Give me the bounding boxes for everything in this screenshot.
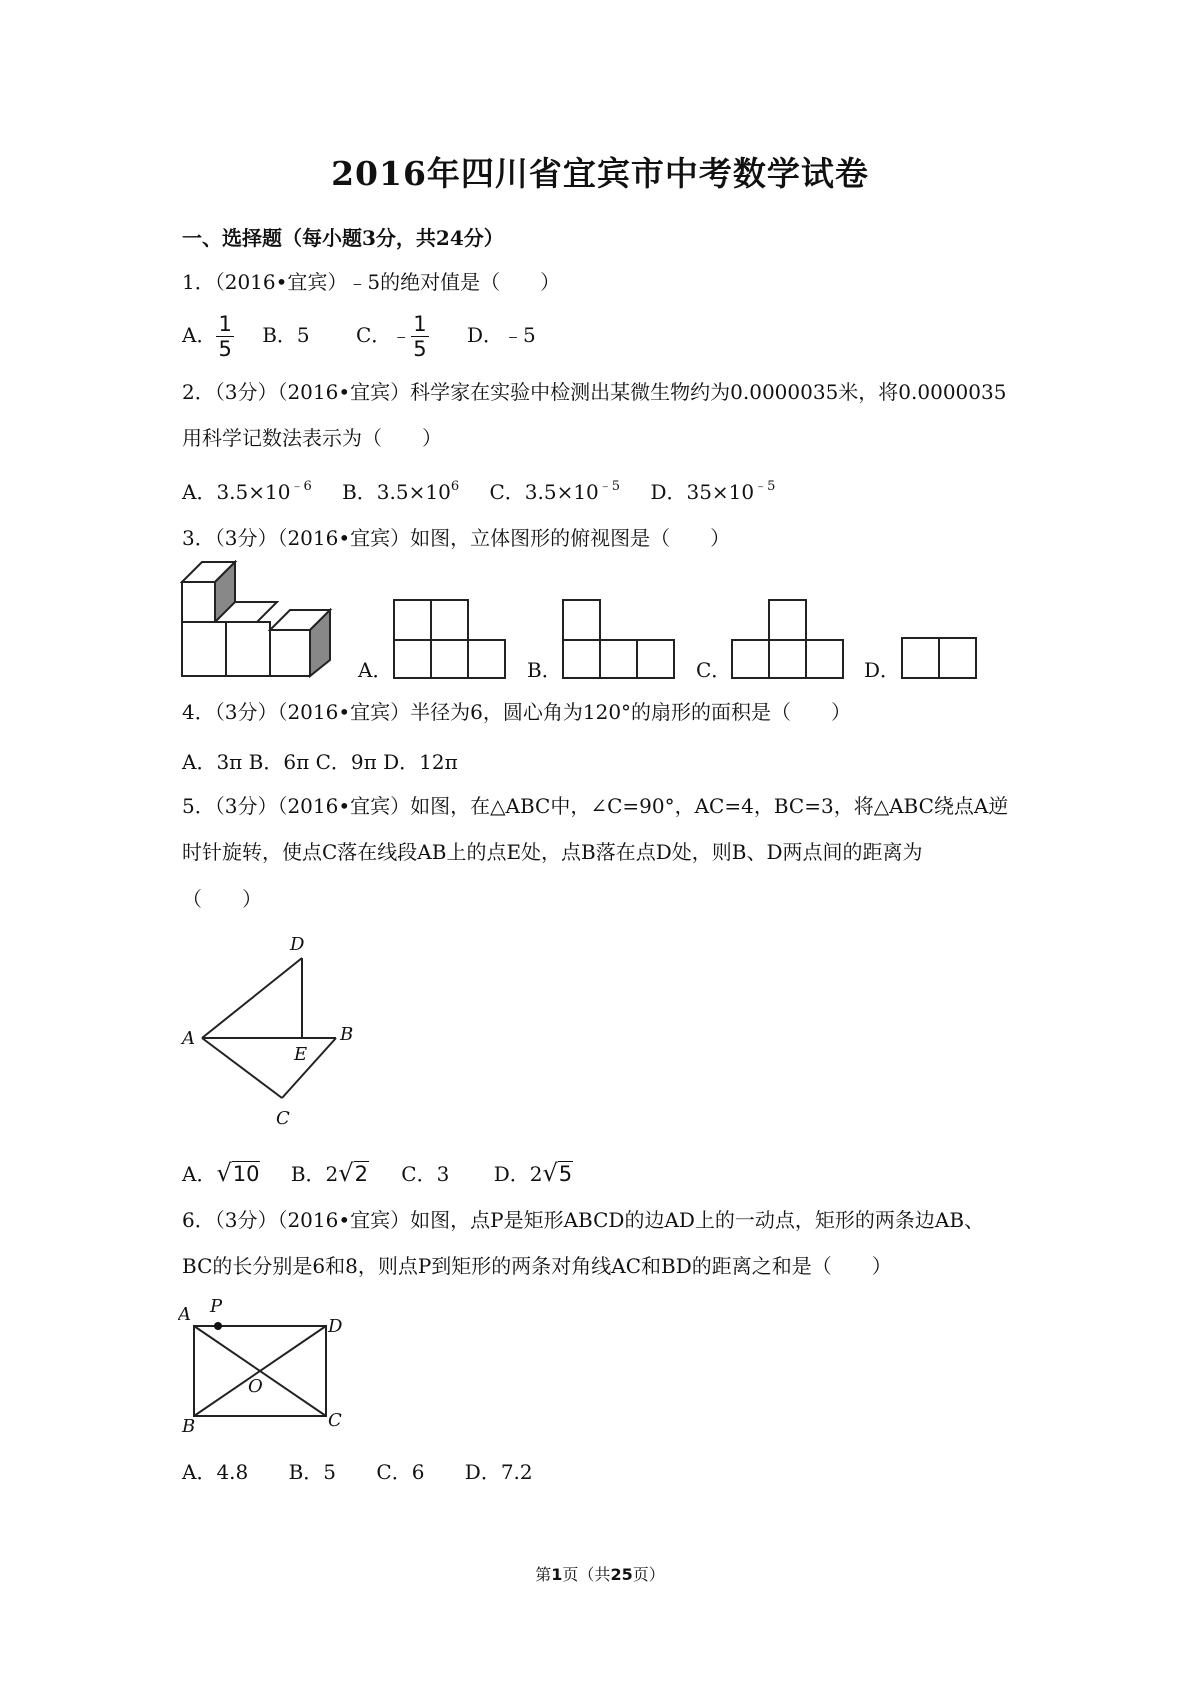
footer-page-number: 1	[551, 1565, 563, 1584]
q6-option-a: A．4.8	[182, 1460, 249, 1484]
section-heading: 一、选择题（每小题3分，共24分）	[182, 226, 504, 250]
label-A: A	[182, 1028, 195, 1049]
q2-option-b: B．3.5×10	[342, 480, 451, 504]
cube-front-top	[182, 582, 215, 622]
q6-option-d: D．7.2	[464, 1460, 533, 1484]
page-title: 2016年四川省宜宾市中考数学试卷	[331, 154, 869, 193]
page-footer	[0, 1562, 1200, 1585]
question-5-line1: 5．（3分）（2016•宜宾）如图，在△ABC中，∠C=90°，AC=4，BC=3，将△ABC绕点A逆	[182, 794, 1009, 818]
segment-AC	[202, 1038, 282, 1098]
label-D: D	[290, 934, 305, 955]
q1-option-a-label: A．	[182, 323, 217, 347]
grid-cell	[600, 640, 637, 678]
question-6-line1: 6．（3分）（2016•宜宾）如图，点P是矩形ABCD的边AD上的一动点，矩形的两条边AB、	[182, 1208, 985, 1232]
footer-prefix: 第	[535, 1565, 552, 1584]
grid-cell	[769, 640, 806, 678]
q5-option-c: C．3	[401, 1162, 450, 1186]
q1-c-numerator: 1	[413, 312, 427, 336]
grid-cell	[939, 638, 976, 678]
q3-option-b-figure	[561, 598, 677, 682]
q5-option-d-radicand: 5	[558, 1162, 573, 1186]
q5-option-a-sqrt: √10	[216, 1159, 260, 1187]
q6-option-c: C．6	[376, 1460, 425, 1484]
q2-option-d: D．35×10	[650, 480, 755, 504]
label-D: D	[328, 1316, 343, 1337]
grid-cell	[468, 640, 505, 678]
q5-option-d-label: D．2	[493, 1162, 543, 1186]
segment-AD	[202, 958, 302, 1038]
grid-cell	[637, 640, 674, 678]
label-A: A	[178, 1304, 191, 1325]
q1-c-denominator: 5	[413, 337, 427, 361]
grid-cell	[563, 640, 600, 678]
grid-cell	[806, 640, 843, 678]
question-2-options	[182, 475, 775, 505]
q1-option-c-fraction	[411, 312, 428, 361]
cube-front-3	[270, 630, 310, 676]
grid-cell	[431, 600, 468, 640]
grid-cell	[769, 600, 806, 640]
question-4-options: A．3π B．6π C．9π D．12π	[182, 750, 458, 774]
footer-total-pages: 25	[610, 1565, 633, 1584]
question-5-options	[182, 1158, 573, 1187]
q2-option-b-exponent: 6	[450, 479, 460, 494]
grid-cell	[902, 638, 939, 678]
label-C: C	[276, 1108, 290, 1129]
label-E: E	[294, 1044, 308, 1065]
q5-option-a-radicand: 10	[232, 1162, 260, 1186]
grid-cell	[394, 640, 431, 678]
label-C: C	[328, 1410, 342, 1431]
footer-middle: 页（共	[562, 1565, 611, 1584]
question-5-line3: （ ）	[182, 887, 262, 911]
question-2-line2: 用科学记数法表示为（ ）	[182, 426, 442, 450]
cube-front-1	[182, 622, 226, 676]
q2-option-a: A．3.5×10	[182, 480, 291, 504]
question-2-line1: 2．（3分）（2016•宜宾）科学家在实验中检测出某微生物约为0.0000035米，将0.0000035	[182, 380, 1007, 404]
grid-cell	[431, 640, 468, 678]
question-4-stem: 4．（3分）（2016•宜宾）半径为6，圆心角为120°的扇形的面积是（ ）	[182, 700, 852, 724]
segment-CB	[282, 1038, 336, 1098]
q3-solid-figure	[180, 560, 350, 680]
q3-option-d-label: D．	[864, 658, 901, 682]
q5-option-b-label: B．2	[290, 1162, 339, 1186]
q5-option-b-radicand: 2	[354, 1162, 368, 1186]
q1-a-numerator: 1	[218, 312, 232, 336]
q2-option-c-exponent: ﹣5	[598, 479, 621, 494]
q2-option-d-exponent: ﹣5	[754, 479, 776, 494]
label-B: B	[340, 1024, 354, 1045]
q5-triangle-figure	[178, 926, 358, 1136]
q1-option-d: D．﹣5	[467, 323, 536, 347]
footer-suffix: 页）	[632, 1565, 665, 1584]
q1-option-b: B．5	[262, 323, 310, 347]
q3-option-c-figure	[730, 598, 846, 682]
q3-option-a-figure	[392, 598, 508, 682]
question-1-options	[182, 312, 536, 361]
grid-cell	[394, 600, 431, 640]
q5-option-b-sqrt: √2	[338, 1159, 368, 1187]
q1-option-c-label: C．﹣	[355, 323, 412, 347]
q3-option-a-label: A．	[358, 658, 393, 682]
point-P	[214, 1322, 222, 1330]
q3-option-b-label: B．	[527, 658, 562, 682]
question-6-line2: BC的长分别是6和8，则点P到矩形的两条对角线AC和BD的距离之和是（ ）	[182, 1254, 892, 1278]
question-5-line2: 时针旋转，使点C落在线段AB上的点E处，点B落在点D处，则B、D两点间的距离为	[182, 840, 923, 864]
q3-option-d-figure	[900, 636, 980, 682]
grid-cell	[563, 600, 600, 640]
q2-option-a-exponent: ﹣6	[290, 479, 312, 494]
label-O: O	[248, 1376, 263, 1397]
q5-option-d-sqrt: √5	[542, 1159, 573, 1187]
label-B: B	[182, 1416, 196, 1436]
grid-cell	[732, 640, 769, 678]
q2-option-c: C．3.5×10	[489, 480, 599, 504]
q1-option-a-fraction	[216, 312, 233, 361]
q6-rectangle-figure	[178, 1292, 358, 1436]
q1-a-denominator: 5	[218, 337, 232, 361]
question-3-stem: 3．（3分）（2016•宜宾）如图，立体图形的俯视图是（ ）	[182, 526, 731, 550]
question-1-stem: 1．（2016•宜宾）﹣5的绝对值是（ ）	[182, 270, 561, 294]
question-6-options	[182, 1456, 533, 1485]
q5-option-a-label: A．	[182, 1162, 217, 1186]
q6-option-b: B．5	[288, 1460, 337, 1484]
q3-option-c-label: C．	[696, 658, 732, 682]
cube-front-2	[226, 622, 270, 676]
label-P: P	[210, 1296, 223, 1317]
